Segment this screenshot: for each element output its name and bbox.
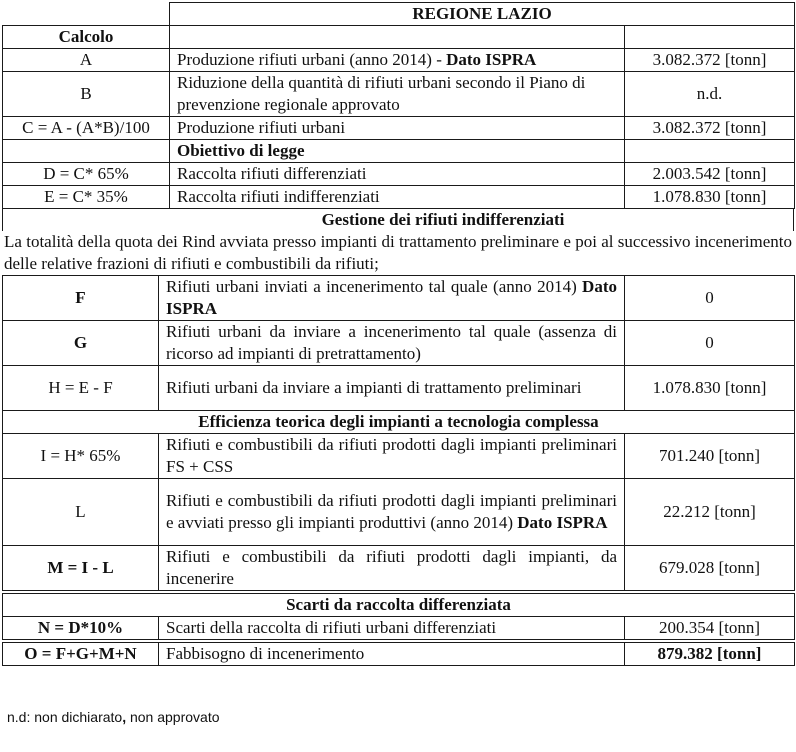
- row-code: I = H* 65%: [3, 434, 159, 479]
- table-row: [3, 321, 795, 366]
- row-desc: Rifiuti urbani inviati a incenerimento tal quale (anno 2014) Dato ISPRA: [159, 276, 625, 321]
- gestione-text: La totalità della quota dei Rind avviata presso impianti di trattamento preliminare e poi al successivo incenerimento delle relative frazioni di rifiuti e combustibili da rifiuti;: [4, 232, 792, 273]
- table-scarti: [2, 593, 795, 640]
- row-code: N = D*10%: [3, 617, 159, 640]
- section-scarti: Scarti da raccolta differenziata: [3, 594, 795, 617]
- section-calcolo: Calcolo: [3, 26, 170, 49]
- row-desc: Rifiuti urbani da inviare a impianti di trattamento preliminari: [159, 366, 625, 411]
- row-code: C = A - (A*B)/100: [3, 117, 170, 140]
- table-row: [3, 117, 795, 140]
- section-gestione: Gestione dei rifiuti indifferenziati: [321, 210, 565, 229]
- row-desc: Rifiuti e combustibili da rifiuti prodotti dagli impianti preliminari e avviati presso gli impianti produttivi (anno 2014) Dato ISPRA: [159, 479, 625, 546]
- row-desc: Rifiuti e combustibili da rifiuti prodotti dagli impianti preliminari FS + CSS: [159, 434, 625, 479]
- row-desc: Riduzione della quantità di rifiuti urbani secondo il Piano di prevenzione regionale approvato: [170, 72, 625, 117]
- row-value: 3.082.372 [tonn]: [625, 49, 795, 72]
- table-row: [3, 72, 795, 117]
- row-code: F: [3, 276, 159, 321]
- row-desc: Raccolta rifiuti indifferenziati: [170, 186, 625, 209]
- row-value: 200.354 [tonn]: [625, 617, 795, 640]
- row-value: 0: [625, 321, 795, 366]
- section-row-calcolo: [3, 26, 795, 49]
- table-row: [3, 49, 795, 72]
- table-row: [3, 434, 795, 479]
- row-value: 3.082.372 [tonn]: [625, 117, 795, 140]
- section-row-efficienza: [3, 411, 795, 434]
- row-code: G: [3, 321, 159, 366]
- row-value: 22.212 [tonn]: [625, 479, 795, 546]
- section-row-scarti: [3, 594, 795, 617]
- footnote: n.d: non dichiarato, non approvato: [7, 709, 220, 725]
- row-code: O = F+G+M+N: [3, 643, 159, 666]
- section-efficienza: Efficienza teorica degli impianti a tecnologia complessa: [3, 411, 795, 434]
- row-code: H = E - F: [3, 366, 159, 411]
- row-value: 1.078.830 [tonn]: [625, 186, 795, 209]
- table-gestione: [2, 275, 795, 591]
- row-desc: Fabbisogno di incenerimento: [159, 643, 625, 666]
- table-row: [3, 186, 795, 209]
- row-desc: Rifiuti urbani da inviare a incenerimento tal quale (assenza di ricorso ad impianti di pretrattamento): [159, 321, 625, 366]
- row-desc: Raccolta rifiuti differenziati: [170, 163, 625, 186]
- table-row: [3, 276, 795, 321]
- table-row: [3, 366, 795, 411]
- gestione-block: [2, 209, 794, 231]
- row-desc: Produzione rifiuti urbani (anno 2014) - Dato ISPRA: [170, 49, 625, 72]
- row-value: n.d.: [625, 72, 795, 117]
- table-row: [3, 163, 795, 186]
- table-row: [3, 546, 795, 591]
- row-desc: Rifiuti e combustibili da rifiuti prodotti dagli impianti, da incenerire: [159, 546, 625, 591]
- row-value: 679.028 [tonn]: [625, 546, 795, 591]
- title-row: [3, 3, 795, 26]
- table-row: [3, 643, 795, 666]
- row-code: D = C* 65%: [3, 163, 170, 186]
- row-value: 2.003.542 [tonn]: [625, 163, 795, 186]
- row-desc: Scarti della raccolta di rifiuti urbani differenziati: [159, 617, 625, 640]
- row-code: M = I - L: [3, 546, 159, 591]
- row-value: 701.240 [tonn]: [625, 434, 795, 479]
- row-desc: Produzione rifiuti urbani: [170, 117, 625, 140]
- section-obiettivo: Obiettivo di legge: [170, 140, 625, 163]
- table-row: [3, 617, 795, 640]
- table-regione: [2, 2, 795, 209]
- table-row: [3, 479, 795, 546]
- row-value: 0: [625, 276, 795, 321]
- row-code: L: [3, 479, 159, 546]
- row-value: 1.078.830 [tonn]: [625, 366, 795, 411]
- section-row-obiettivo: [3, 140, 795, 163]
- row-code: E = C* 35%: [3, 186, 170, 209]
- table-title: REGIONE LAZIO: [170, 3, 795, 26]
- row-code: B: [3, 72, 170, 117]
- table-totale: [2, 642, 795, 666]
- row-value: 879.382 [tonn]: [625, 643, 795, 666]
- row-code: A: [3, 49, 170, 72]
